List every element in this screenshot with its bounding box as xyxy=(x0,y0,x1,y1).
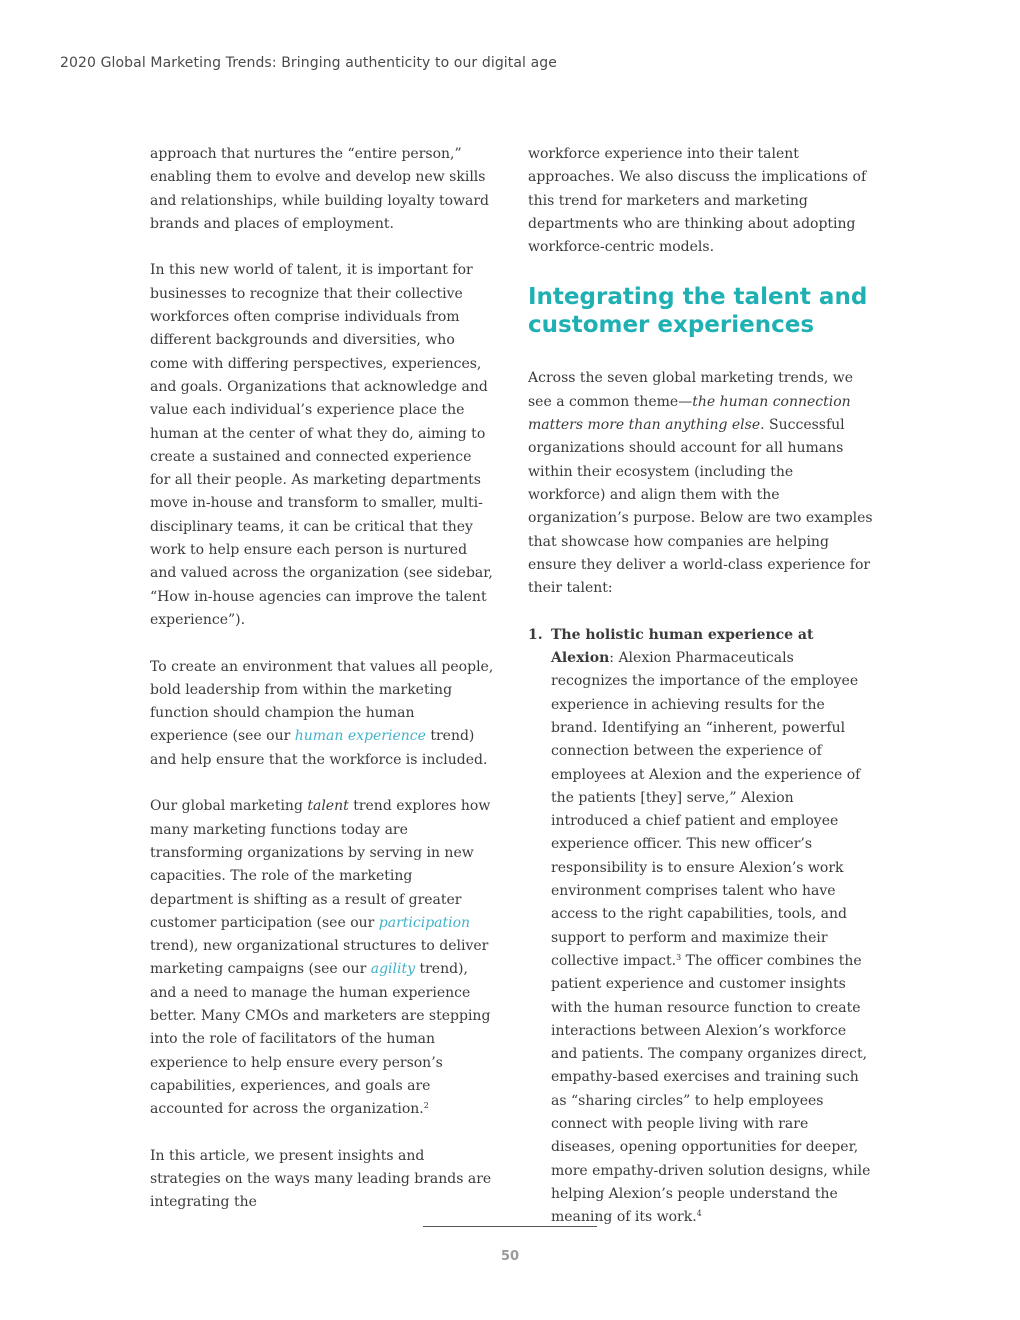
left-paragraph-4 xyxy=(150,795,495,1121)
footnote-4[interactable]: 4 xyxy=(696,1209,702,1219)
text: trend), new organizational structures to deliver marketing campaigns (see our xyxy=(150,938,489,978)
item-text: : Alexion Pharmaceuticals recognizes the importance of the employee experience in achieving results for the brand. Identifying an “inherent, powerful connection between the experience of employees at Alexion and the experience of the patients [they] serve,” Alexion introduced a chief patient and employee experience officer. This new officer’s responsibility is to ensure Alexion’s work environment comprises talent who have access to the right capabilities, tools, and support to perform and maximize their collective impact. xyxy=(551,650,861,969)
text: trend explores how many marketing functions today are transforming organizations by serving in new capacities. The role of the marketing department is shifting as a result of greater customer participation (see our xyxy=(150,798,491,931)
text: . Successful organizations should account for all humans within their ecosystem (including the workforce) and align them with the organization’s purpose. Below are two examples that showcase how companies are helping ensure they deliver a world-class experience for their talent: xyxy=(528,417,873,597)
talent-italic: talent xyxy=(307,798,349,815)
agility-link[interactable]: agility xyxy=(370,961,416,978)
right-column xyxy=(528,143,873,1229)
footnote-3[interactable]: 3 xyxy=(676,952,682,962)
human-experience-link[interactable]: human experience xyxy=(294,728,426,745)
running-header: 2020 Global Marketing Trends: Bringing authenticity to our digital age xyxy=(60,55,557,71)
section-heading: Integrating the talent and customer experiences xyxy=(528,284,868,339)
page-number: 50 xyxy=(500,1249,520,1264)
text: trend) and help ensure that the workforce is included. xyxy=(150,728,488,768)
left-paragraph-1: approach that nurtures the “entire person,” enabling them to evolve and develop new skills and relationships, while building loyalty toward brands and places of employment. xyxy=(150,146,490,232)
text: To create an environment that values all people, bold leadership from within the marketing function should champion the human experience (see our xyxy=(150,658,494,745)
left-paragraph-3 xyxy=(150,656,495,772)
left-paragraph-2: In this new world of talent, it is important for businesses to recognize that their collective workforces often comprise individuals from different backgrounds and diversities, who come with differing perspectives, experiences, and goals. Organizations that acknowledge and value each individual’s experience place the human at the center of what they do, aiming to create a sustained and connected experience for all their people. As marketing departments move in-house and transform to smaller, multi-disciplinary teams, it can be critical that they work to help ensure each person is nurtured and valued across the organization (see sidebar, “How in-house agencies can improve the talent experience”). xyxy=(150,262,493,628)
item-lead: The holistic human experience at Alexion xyxy=(551,626,814,667)
text: trend), and a need to manage the human experience better. Many CMOs and marketers are stepping into the role of facilitators of the human experience to help ensure every person’s capabilities, experiences, and goals are accounted for across the organization. xyxy=(150,961,491,1118)
text: Across the seven global marketing trends, we see a common theme— xyxy=(528,370,854,410)
right-paragraph-2 xyxy=(528,367,873,600)
item-number: 1. xyxy=(528,626,543,643)
left-paragraph-5: In this article, we present insights and strategies on the ways many leading brands are integrating the xyxy=(150,1147,492,1211)
left-column xyxy=(150,143,495,1238)
text: Our global marketing xyxy=(150,798,308,815)
footnote-2[interactable]: 2 xyxy=(423,1101,429,1111)
theme-italic: the human connection matters more than anything else xyxy=(528,393,851,434)
footer-divider xyxy=(423,1226,597,1227)
participation-link[interactable]: participation xyxy=(378,914,471,931)
right-paragraph-1: workforce experience into their talent approaches. We also discuss the implications of this trend for marketers and marketing departments who are thinking about adopting workforce-centric models. xyxy=(528,146,867,256)
numbered-item-1 xyxy=(528,624,873,1230)
item-text: The officer combines the patient experience and customer insights with the human resource function to create interactions between Alexion’s workforce and patients. The company organizes direct, empathy-based exercises and training such as “sharing circles” to help employees connect with people living with rare diseases, opening opportunities for deeper, more empathy-driven solution designs, while helping Alexion’s people understand the meaning of its work. xyxy=(551,952,871,1226)
